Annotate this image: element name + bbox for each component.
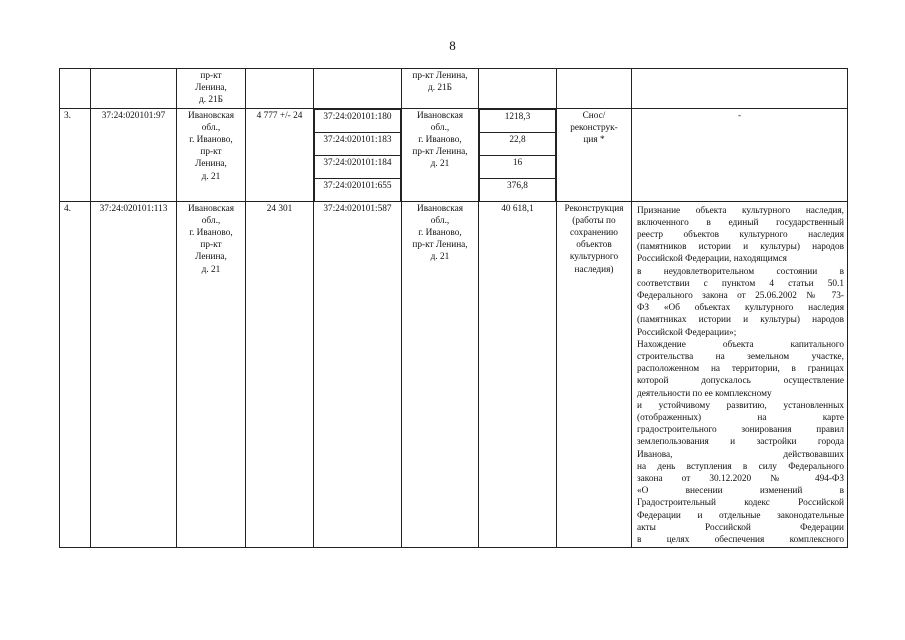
table-row-continued — [60, 69, 848, 109]
action-cell: Реконструкция (работы по сохранению объектов культурного наследия) — [557, 201, 632, 547]
land-area: 24 301 — [246, 201, 314, 547]
table-row — [60, 108, 848, 201]
address-cell: Ивановская обл., г. Иваново, пр-кт Ленина, д. 21 — [177, 201, 246, 547]
object-number: 37:24:020101:184 — [315, 155, 401, 178]
object-areas — [479, 108, 557, 201]
object-area: 376,8 — [480, 178, 556, 201]
address-cell: пр-кт Ленина, д. 21Б — [177, 69, 246, 109]
row-number: 3. — [60, 108, 91, 201]
object-address-cell: пр-кт Ленина, д. 21Б — [402, 69, 479, 109]
object-number: 37:24:020101:183 — [315, 132, 401, 155]
address-cell: Ивановская обл., г. Иваново, пр-кт Ленина, д. 21 — [177, 108, 246, 201]
page-number: 8 — [449, 38, 456, 53]
object-area: 16 — [480, 155, 556, 178]
object-number: 37:24:020101:655 — [315, 178, 401, 201]
land-area: 4 777 +/- 24 — [246, 108, 314, 201]
table-row — [60, 201, 848, 547]
action-cell: Снос/ реконструк- ция * — [557, 108, 632, 201]
object-area: 22,8 — [480, 132, 556, 155]
object-numbers — [314, 108, 402, 201]
cadastral-number: 37:24:020101:97 — [91, 108, 177, 201]
object-area: 40 618,1 — [479, 201, 557, 547]
object-number: 37:24:020101:180 — [315, 109, 401, 132]
object-address-cell: Ивановская обл., г. Иваново, пр-кт Ленина, д. 21 — [402, 201, 479, 547]
object-number: 37:24:020101:587 — [314, 201, 402, 547]
cadastral-number: 37:24:020101:113 — [91, 201, 177, 547]
note-cell: Признание объекта культурного наследия, включенного в единый государственный реестр объектов культурного наследия (памятников истории и культуры) народов Российской Федерации, находящимся в неудовлетворительном состоянии в соответствии с пунктом 4 статьи 50.1 Федерального закона от 25.06.2002 № 73- ФЗ «Об объектах культурного наследия (памятниках истории и культуры) народов Российской Федерации»; Нахождение объекта капитального строительства на земельном участке, расположенном на территории, в границах которой допускалось осуществление деятельности по ее комплексному и устойчивому развитию, установленных (отображенных) на карте градостроительного зонирования правил землепользования и застройки города Иванова, действовавших на день вступления в силу Федерального закона от 30.12.2020 № 494-ФЗ «О внесении изменений в Градостроительный кодекс Российской Федерации и отдельные законодательные акты Российской Федерации в целях обеспечения комплексного — [632, 201, 848, 547]
note-cell: - — [632, 108, 848, 201]
row-number: 4. — [60, 201, 91, 547]
objects-table — [59, 68, 848, 548]
object-area: 1218,3 — [480, 109, 556, 132]
object-address-cell: Ивановская обл., г. Иваново, пр-кт Ленина, д. 21 — [402, 108, 479, 201]
